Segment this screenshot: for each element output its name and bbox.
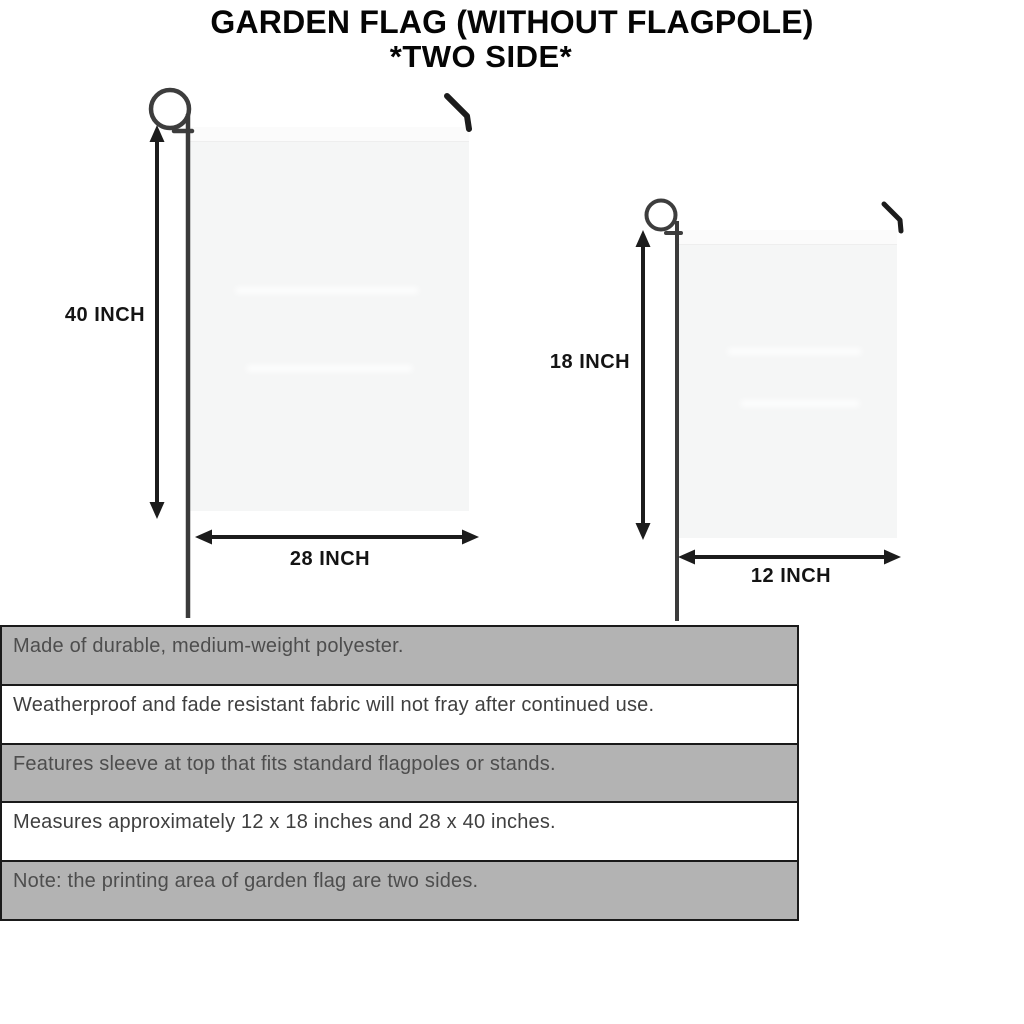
- large-hook-icon: [447, 96, 469, 129]
- page-title: GARDEN FLAG (WITHOUT FLAGPOLE): [210, 4, 814, 40]
- table-row: Features sleeve at top that fits standard flagpoles or stands.: [2, 745, 797, 804]
- small-height-label: 18 INCH: [549, 351, 631, 373]
- small-width-arrow: [678, 550, 901, 565]
- large-height-label: 40 INCH: [64, 304, 146, 326]
- large-width-label: 28 INCH: [289, 548, 371, 570]
- spec-table: [0, 625, 799, 921]
- table-row: Measures approximately 12 x 18 inches and 28 x 40 inches.: [2, 803, 797, 862]
- small-hook-icon: [884, 204, 901, 231]
- table-row: Made of durable, medium-weight polyester.: [2, 627, 797, 686]
- small-width-label: 12 INCH: [750, 565, 832, 587]
- small-height-arrow: [636, 230, 651, 540]
- large-width-arrow: [195, 530, 479, 545]
- small-flagpole-icon: [647, 201, 682, 622]
- page-subtitle: *TWO SIDE*: [389, 38, 573, 74]
- table-row: Note: the printing area of garden flag are two sides.: [2, 862, 797, 919]
- table-row: Weatherproof and fade resistant fabric will not fray after continued use.: [2, 686, 797, 745]
